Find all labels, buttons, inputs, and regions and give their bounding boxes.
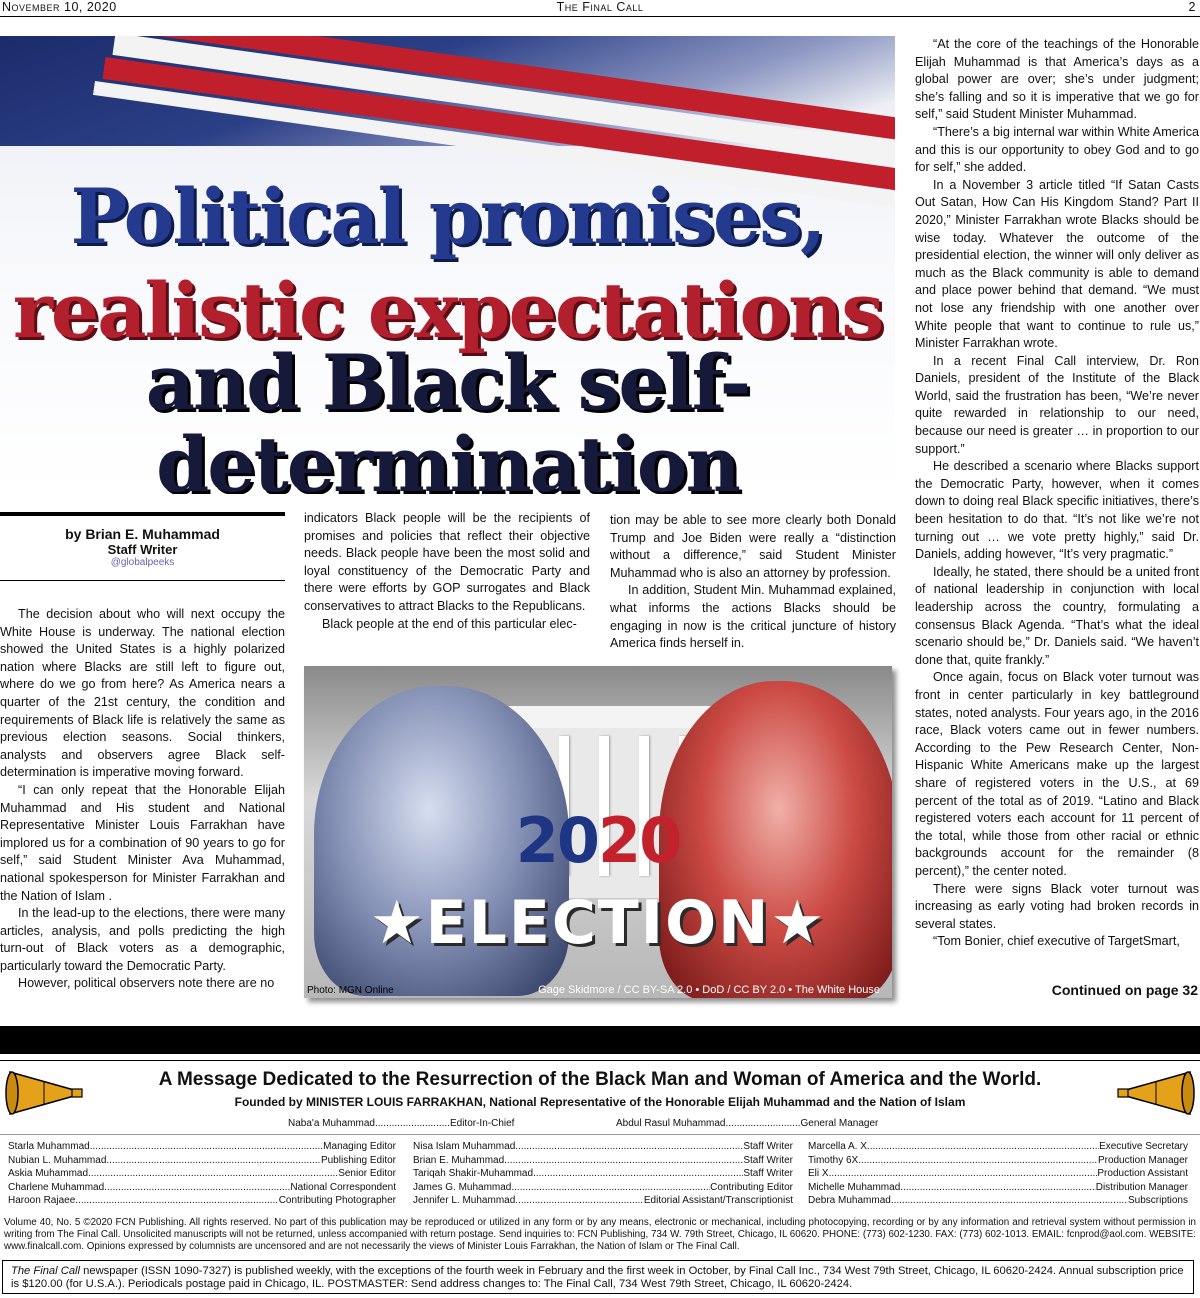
- author-name: by Brian E. Muhammad: [65, 526, 220, 542]
- staff-list-3: [808, 1140, 1188, 1208]
- article-column-4: [915, 36, 1199, 951]
- statement-text: newspaper (ISSN 1090-7327) is published weekly, with the exceptions of the fourth week in February and the first week in October, by Final Call Inc., 734 West 79th Street, Chicago, IL 60620-2424. Annual subscription price is $120.00 (for U.S.A.). Periodicals postage paid in Chicago, IL. POSTMASTER: Send address changes to: The Final Call, 734 West 79th Street, Chicago, IL 60620-2424.: [11, 1265, 1184, 1290]
- paragraph: In addition, Student Min. Muhammad explained, what informs the actions Blacks should be engaging in now is the critical juncture of history America finds herself in.: [610, 583, 896, 651]
- author-handle[interactable]: @globalpeeks: [110, 557, 175, 568]
- paragraph: The decision about who will next occupy the White House is underway. The national election showed the United States is a highly polarized nation where Blacks are still left to figure out, where do we go from here? As America nears a quarter of the 21st century, the condition and requirements of Black life is relatively the same as previous election seasons. Social thinkers, analysts and observers agree Black self-determination is imperative moving forward.: [0, 607, 285, 780]
- page-number: 2: [1188, 0, 1196, 14]
- election-year: [304, 804, 892, 877]
- election-label: ★ELECTION★: [369, 888, 827, 958]
- general-manager: Abdul Rasul Muhammad...........................General Manager: [616, 1118, 879, 1129]
- headline-banner: [0, 36, 895, 494]
- staff-row: Eli X ..... Production Assistant: [808, 1167, 1188, 1181]
- staff-row: Michelle Muhammad ..... Distribution Manager: [808, 1181, 1188, 1195]
- staff-row: Nubian L. Muhammad ..... Publishing Editor: [8, 1154, 396, 1168]
- paragraph: “There’s a big internal war within White America and this is our opportunity to obey God and to go for self,” she added.: [915, 124, 1199, 175]
- paper-name: The Final Call: [556, 0, 644, 14]
- paragraph: “I can only repeat that the Honorable Elijah Muhammad and His student and National Representative Minister Louis Farrakhan have implored us for a combination of 90 years to go for self,” said Student Minister Ava Muhammad, national spokesperson for Minister Farrakhan and the Nation of Islam .: [0, 782, 285, 903]
- staff-list-2: [413, 1140, 793, 1208]
- election-photo: [304, 666, 892, 998]
- masthead-motto: A Message Dedicated to the Resurrection of the Black Man and Woman of America and the World.: [158, 1069, 1042, 1090]
- staff-row: Debra Muhammad ..... Subscriptions: [808, 1194, 1188, 1208]
- legal-notice: Volume 40, No. 5 ©2020 FCN Publishing. All rights reserved. No part of this publication may be reproduced or utilized in any form or by any means, electronic or mechanical, including photocopying, recording or by any information and retrieval system without permission in writing from The Final Call. Unsolicited manuscripts will not be returned, unless accompanied with return postage. Send inquiries to: FCN Publishing, 734 W. 79th Street, Chicago, IL 60620. PHONE: (773) 602-1230. FAX: (773) 602-1013. EMAIL: fcnprod@aol.com. WEBSITE: www.finalcall.com. Opinions expressed by columnists are uncensored and are not necessarily the views of Minister Louis Farrakhan, the Nation of Islam or The Final Call.: [4, 1217, 1196, 1252]
- masthead-rule: [0, 1060, 1200, 1061]
- paragraph: Black people at the end of this particular elec-: [322, 616, 577, 631]
- paragraph: “At the core of the teachings of the Honorable Elijah Muhammad is that America’s days as a global power are over; she’s under judgment; she’s falling and so it is imperative that we go for self,” said Student Minister Muhammad.: [915, 37, 1199, 122]
- masthead-founded: Founded by MINISTER LOUIS FARRAKHAN, National Representative of the Honorable Elijah Muhammad and the Nation of Islam: [234, 1095, 966, 1109]
- article-column-3: [610, 512, 896, 653]
- staff-row: Askia Muhammad ..... Senior Editor: [8, 1167, 396, 1181]
- publication-statement: [2, 1260, 1194, 1294]
- staff-row: Nisa Islam Muhammad ..... Staff Writer: [413, 1140, 793, 1154]
- paragraph: indicators Black people will be the recipients of promises and policies that reflect their objective needs. Black people have been the most solid and loyal constituency of the Democratic Party and there were efforts by GOP surrogates and Black conservatives to attract Blacks to the Republicans.: [304, 511, 590, 613]
- byline: [0, 526, 285, 568]
- staff-list-1: [8, 1140, 396, 1208]
- paragraph: However, political observers note there are no: [18, 976, 275, 991]
- staff-row: Tariqah Shakir-Muhammad ..... Staff Writer: [413, 1167, 793, 1181]
- paragraph: Once again, focus on Black voter turnout was front in center particularly in key battleground states, noted analysts. Four years ago, in the 2016 race, Black voters came out in fewer numbers. According to the Pew Research Center, Non-Hispanic White Americans make up the largest share of registered voters in the U.S., at 69 percent of the total as of 2019. “Latino and Black registered voters each account for 11 percent of the total, while those from other racial or ethnic backgrounds account for the remainder (8 percent),” the center noted.: [915, 670, 1199, 878]
- staff-row: Brian E. Muhammad ..... Staff Writer: [413, 1154, 793, 1168]
- photo-credit: Photo: MGN Online: [307, 985, 394, 996]
- author-title: Staff Writer: [107, 542, 178, 557]
- paragraph: In the lead-up to the elections, there were many articles, analysis, and polls predicting the high turn-out of Black voters as a demographic, particularly toward the Democratic Party.: [0, 906, 285, 973]
- paragraph: There were signs Black voter turnout was increasing as early voting had broken records in several states.: [915, 881, 1199, 931]
- issue-date: November 10, 2020: [2, 0, 117, 14]
- headline-line-2: realistic expectations: [12, 266, 883, 355]
- masthead-bar: [0, 1026, 1200, 1054]
- staff-row: Jennifer L. Muhammad ..... Editorial Assistant/Transcriptionist: [413, 1194, 793, 1208]
- continued-jump[interactable]: Continued on page 32: [1051, 982, 1198, 998]
- running-head: [0, 0, 1200, 17]
- article-column-2: [304, 510, 590, 633]
- byline-rule: [0, 580, 285, 581]
- paragraph: “Tom Bonier, chief executive of TargetSmart,: [933, 934, 1180, 949]
- editor-in-chief: Naba'a Muhammad...........................Editor-In-Chief: [288, 1118, 515, 1129]
- staff-row: James G. Muhammad ..... Contributing Editor: [413, 1181, 793, 1195]
- headline-line-4: determination: [156, 420, 739, 494]
- staff-row: Haroon Rajaee ..... Contributing Photographer: [8, 1194, 396, 1208]
- year-left: 20: [515, 804, 598, 877]
- headline-line-1: Political promises,: [70, 172, 825, 261]
- paragraph: tion may be able to see more clearly both Donald Trump and Joe Biden were really a “distinction without a difference,” said Student Minister Muhammad who is also an attorney by profession.: [610, 513, 896, 580]
- staff-row: Starla Muhammad ..... Managing Editor: [8, 1140, 396, 1154]
- paragraph: In a recent Final Call interview, Dr. Ron Daniels, president of the Institute of the Black World, said the frustration has been, “We’re never quite rewarded in relationship to our need, because our need is greater … in proportion to our support.”: [915, 353, 1199, 456]
- year-right: 20: [598, 804, 681, 877]
- statement-title: The Final Call: [11, 1265, 81, 1277]
- photo-sources: Gage Skidmore / CC BY-SA 2.0 • DoD / CC BY 2.0 • The White House: [538, 984, 880, 996]
- staff-row: Marcella A. X ..... Executive Secretary: [808, 1140, 1188, 1154]
- staff-row: Charlene Muhammad ..... National Correspondent: [8, 1181, 396, 1195]
- masthead-rule: [0, 1134, 1200, 1135]
- article-column-1: [0, 606, 285, 993]
- byline-rule: [0, 512, 285, 516]
- paragraph: In a November 3 article titled “If Satan Casts Out Satan, How Can His Kingdom Stand? Part II 2020,” Minister Farrakhan wrote Blacks should be wise today. Whatever the outcome of the presidential election, the winner will only deliver as much as the Black community is able to demand and place power behind that demand. “We must not lose any friendship with one another over White people that want to continue to rule us,” Minister Farrakhan wrote.: [915, 177, 1199, 351]
- headline-line-3: and Black self-: [145, 338, 750, 427]
- paragraph: He described a scenario where Blacks support the Democratic Party, however, when it comes down to doing real Black specific initiatives, there’s been hesitation to do that. “It’s not like we’re not turning out … we vote pretty highly,” said Dr. Daniels, adding however, “It’s very pragmatic.”: [915, 459, 1199, 562]
- paragraph: Ideally, he stated, there should be a united front of national leadership in conjunction with local leadership across the country, formulating a consensus Black Agenda. “That’s what the ideal scenario should be,” Dr. Daniels said. “We haven’t done that, quite frankly.”: [915, 564, 1199, 667]
- staff-row: Timothy 6X ..... Production Manager: [808, 1154, 1188, 1168]
